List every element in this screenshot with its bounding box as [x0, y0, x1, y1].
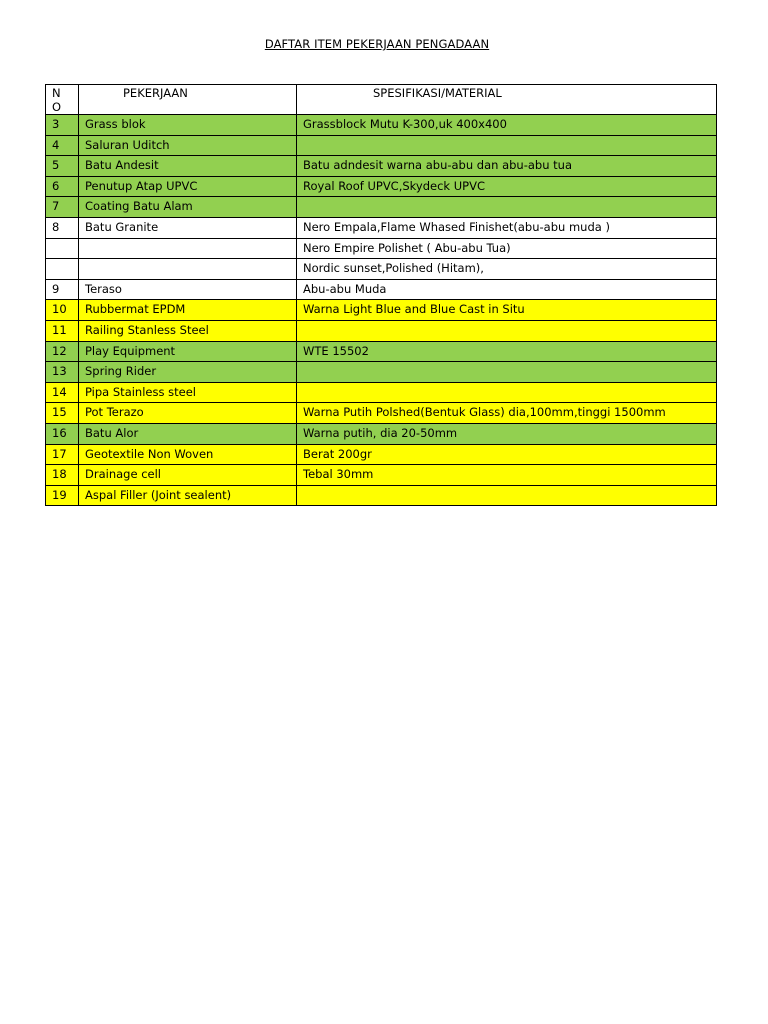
cell-no: 5: [46, 156, 79, 177]
cell-no: [46, 238, 79, 259]
cell-no: 16: [46, 423, 79, 444]
cell-spesifikasi: [297, 485, 717, 506]
cell-pekerjaan: Drainage cell: [79, 465, 297, 486]
cell-pekerjaan: Batu Andesit: [79, 156, 297, 177]
cell-no: 9: [46, 279, 79, 300]
table-row: [46, 135, 717, 156]
cell-no: 7: [46, 197, 79, 218]
cell-pekerjaan: Pot Terazo: [79, 403, 297, 424]
cell-spesifikasi: Warna Putih Polshed(Bentuk Glass) dia,100mm,tinggi 1500mm: [297, 403, 717, 424]
cell-pekerjaan: Saluran Uditch: [79, 135, 297, 156]
cell-pekerjaan: Batu Alor: [79, 423, 297, 444]
cell-no: 10: [46, 300, 79, 321]
cell-no: 12: [46, 341, 79, 362]
cell-spesifikasi: Grassblock Mutu K-300,uk 400x400: [297, 115, 717, 136]
cell-no: 4: [46, 135, 79, 156]
cell-no: 8: [46, 217, 79, 238]
cell-pekerjaan: Rubbermat EPDM: [79, 300, 297, 321]
header-pekerjaan: PEKERJAAN: [79, 85, 297, 115]
cell-no: 3: [46, 115, 79, 136]
table-row: [46, 176, 717, 197]
table-row: [46, 485, 717, 506]
cell-pekerjaan: Geotextile Non Woven: [79, 444, 297, 465]
cell-spesifikasi: Royal Roof UPVC,Skydeck UPVC: [297, 176, 717, 197]
cell-pekerjaan: Aspal Filler (Joint sealent): [79, 485, 297, 506]
table-row: [46, 423, 717, 444]
cell-spesifikasi: Batu adndesit warna abu-abu dan abu-abu tua: [297, 156, 717, 177]
document-title: DAFTAR ITEM PEKERJAAN PENGADAAN: [264, 37, 490, 51]
cell-spesifikasi: Nero Empala,Flame Whased Finishet(abu-abu muda ): [297, 217, 717, 238]
header-no: NO: [46, 85, 79, 115]
table-row: [46, 156, 717, 177]
cell-spesifikasi: WTE 15502: [297, 341, 717, 362]
cell-pekerjaan: Railing Stanless Steel: [79, 320, 297, 341]
table-row: [46, 465, 717, 486]
work-items-table: [45, 84, 717, 506]
table-row: [46, 320, 717, 341]
cell-spesifikasi: Abu-abu Muda: [297, 279, 717, 300]
cell-pekerjaan: Teraso: [79, 279, 297, 300]
table-row: [46, 217, 717, 238]
cell-no: 17: [46, 444, 79, 465]
cell-pekerjaan: Coating Batu Alam: [79, 197, 297, 218]
cell-spesifikasi: Warna Light Blue and Blue Cast in Situ: [297, 300, 717, 321]
table-row: [46, 279, 717, 300]
cell-no: 11: [46, 320, 79, 341]
table-row: [46, 115, 717, 136]
cell-spesifikasi: Nordic sunset,Polished (Hitam),: [297, 259, 717, 280]
cell-pekerjaan: Pipa Stainless steel: [79, 382, 297, 403]
table-row: [46, 341, 717, 362]
cell-spesifikasi: [297, 362, 717, 383]
cell-spesifikasi: [297, 135, 717, 156]
table-row: [46, 259, 717, 280]
cell-spesifikasi: [297, 382, 717, 403]
cell-no: 13: [46, 362, 79, 383]
cell-pekerjaan: Spring Rider: [79, 362, 297, 383]
cell-spesifikasi: Nero Empire Polishet ( Abu-abu Tua): [297, 238, 717, 259]
cell-spesifikasi: Warna putih, dia 20-50mm: [297, 423, 717, 444]
cell-pekerjaan: Play Equipment: [79, 341, 297, 362]
cell-no: 19: [46, 485, 79, 506]
table-row: [46, 238, 717, 259]
table-header-row: [46, 85, 717, 115]
cell-no: [46, 259, 79, 280]
cell-spesifikasi: Tebal 30mm: [297, 465, 717, 486]
table-row: [46, 197, 717, 218]
cell-pekerjaan: Penutup Atap UPVC: [79, 176, 297, 197]
table-row: [46, 444, 717, 465]
cell-pekerjaan: Batu Granite: [79, 217, 297, 238]
cell-spesifikasi: [297, 320, 717, 341]
table-row: [46, 362, 717, 383]
cell-spesifikasi: Berat 200gr: [297, 444, 717, 465]
header-spesifikasi: SPESIFIKASI/MATERIAL: [297, 85, 717, 115]
table-body: [46, 115, 717, 506]
cell-pekerjaan: [79, 238, 297, 259]
cell-no: 6: [46, 176, 79, 197]
cell-no: 18: [46, 465, 79, 486]
table-row: [46, 382, 717, 403]
table-row: [46, 300, 717, 321]
cell-no: 15: [46, 403, 79, 424]
cell-spesifikasi: [297, 197, 717, 218]
table-row: [46, 403, 717, 424]
cell-pekerjaan: [79, 259, 297, 280]
cell-pekerjaan: Grass blok: [79, 115, 297, 136]
cell-no: 14: [46, 382, 79, 403]
